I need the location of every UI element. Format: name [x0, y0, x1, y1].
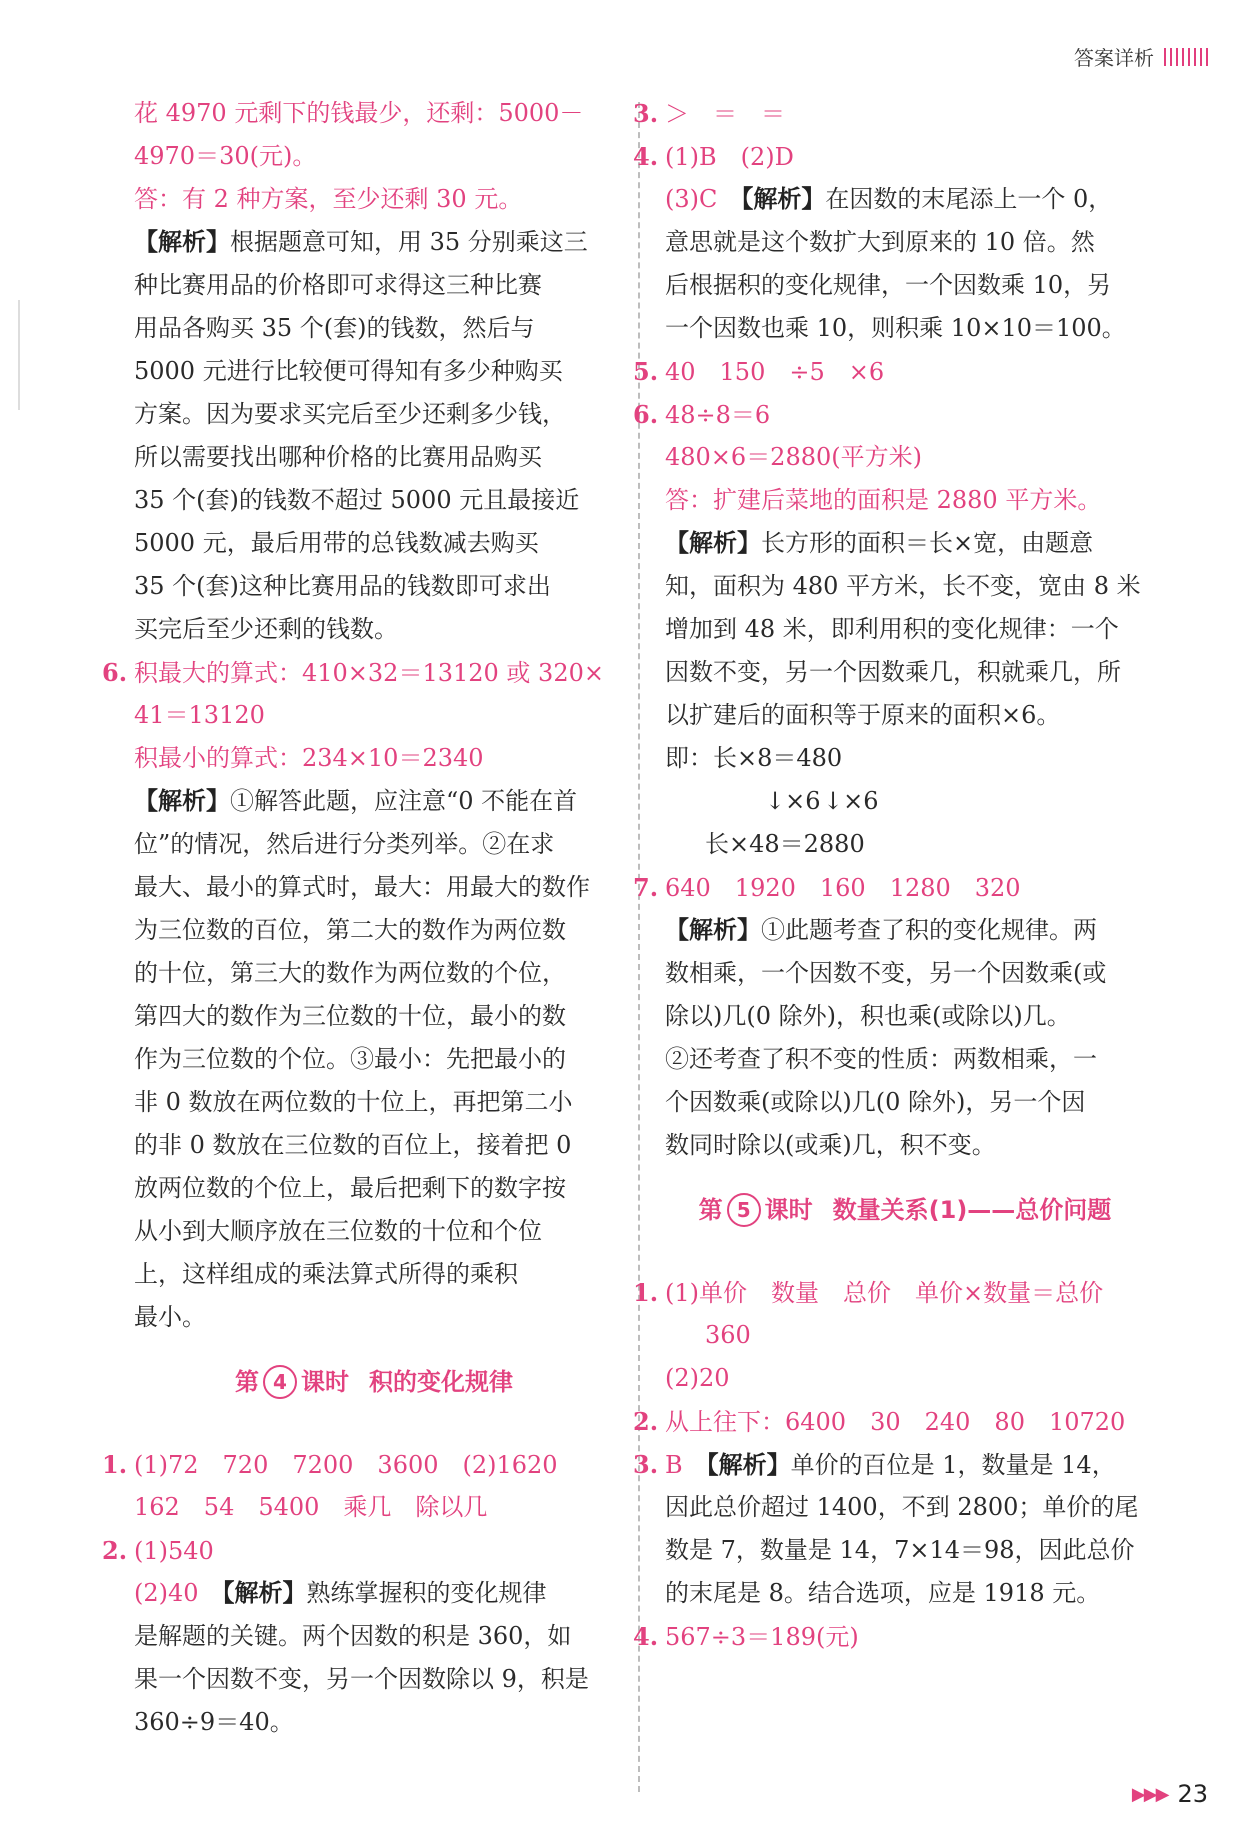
text-line: 最小。 — [134, 1303, 206, 1331]
text-line: 数是 7，数量是 14，7×14＝98，因此总价 — [665, 1536, 1135, 1564]
page-footer — [1132, 1780, 1208, 1808]
text-line: 知，面积为 480 平方米，长不变，宽由 8 米 — [665, 572, 1141, 600]
analysis-tag: 【解析】 — [665, 529, 761, 557]
page-header — [1074, 42, 1208, 71]
text-line: 位”的情况，然后进行分类列举。②在求 — [134, 830, 555, 858]
left-column — [102, 92, 614, 1744]
text-line: 作为三位数的个位。③最小：先把最小的 — [134, 1045, 566, 1073]
text-line: 用品各购买 35 个(套)的钱数，然后与 — [134, 314, 535, 342]
text-line: 数同时除以(或乘)几，积不变。 — [665, 1131, 996, 1159]
down-arrow-icon: ↓×6 — [823, 787, 879, 815]
question-6: 6. 积最大的算式：410×32＝13120 或 320× — [134, 651, 614, 694]
question-number: 2. — [102, 1536, 128, 1565]
lesson-number-badge: 4 — [263, 1365, 297, 1399]
lesson-number-badge: 5 — [727, 1193, 761, 1227]
text-line: 5000 元，最后用带的总钱数减去购买 — [134, 529, 539, 557]
text-line: 4970＝30(元)。 — [134, 142, 317, 170]
question-5: 5. 40 150 ÷5 ×6 — [665, 350, 1145, 393]
text-line: 因此总价超过 1400，不到 2800；单价的尾 — [665, 1493, 1139, 1521]
right-column — [633, 92, 1145, 1658]
text-line: 数相乘，一个因数不变，另一个因数乘(或 — [665, 959, 1107, 987]
analysis-line: (2)40 【解析】熟练掌握积的变化规律 — [134, 1579, 547, 1607]
question-3: 3. ＞ ＝ ＝ — [665, 92, 1145, 135]
text-line: 非 0 数放在两位数的十位上，再把第二小 — [134, 1088, 573, 1116]
header-title: 答案详析 — [1074, 46, 1154, 70]
text-line: 的非 0 数放在三位数的百位上，接着把 0 — [134, 1131, 572, 1159]
text-line: 答：有 2 种方案，至少还剩 30 元。 — [134, 185, 523, 213]
text-line: 360÷9＝40。 — [134, 1708, 294, 1736]
question-number: 6. — [633, 400, 659, 429]
text-line: 的十位，第三大的数作为两位数的个位， — [134, 959, 566, 987]
lesson-title: 数量关系(1)——总价问题 — [832, 1195, 1112, 1224]
question-3: 3. B 【解析】单价的百位是 1，数量是 14， — [665, 1443, 1145, 1486]
analysis-tag: 【解析】 — [222, 1579, 307, 1607]
text-line: 答：扩建后菜地的面积是 2880 平方米。 — [665, 486, 1102, 514]
text-line: 41＝13120 — [134, 701, 265, 729]
lesson-4-heading: 第 4 课时 积的变化规律 — [134, 1339, 614, 1425]
text-line: 种比赛用品的价格即可求得这三种比赛 — [134, 271, 542, 299]
text-line: 所以需要找出哪种价格的比赛用品购买 — [134, 443, 542, 471]
question-number: 1. — [633, 1278, 659, 1307]
text-line: 花 4970 元剩下的钱最少，还剩：5000－ — [134, 99, 584, 127]
header-stripes — [1164, 48, 1208, 66]
analysis-line: 【解析】长方形的面积＝长×宽，由题意 — [665, 529, 1094, 557]
question-2: 2. (1)540 — [134, 1529, 614, 1572]
text-line: 360 — [705, 1321, 751, 1349]
analysis-line: 【解析】①此题考查了积的变化规律。两 — [665, 916, 1097, 944]
text-line: 162 54 5400 乘几 除以几 — [134, 1493, 488, 1521]
text-line: 最大、最小的算式时，最大：用最大的数作 — [134, 873, 590, 901]
text-line: 从小到大顺序放在三位数的十位和个位 — [134, 1217, 542, 1245]
text-line: 5000 元进行比较便可得知有多少种购买 — [134, 357, 563, 385]
text-line: 果一个因数不变，另一个因数除以 9，积是 — [134, 1665, 589, 1693]
text-line: 后根据积的变化规律，一个因数乘 10，另 — [665, 271, 1112, 299]
analysis-line: 【解析】①解答此题，应注意“0 不能在首 — [134, 787, 578, 815]
analysis-tag: 【解析】 — [134, 787, 230, 815]
binding-edge-mark — [18, 300, 20, 410]
analysis-line: 【解析】根据题意可知，用 35 分别乘这三 — [134, 228, 588, 256]
text-line: 35 个(套)这种比赛用品的钱数即可求出 — [134, 572, 551, 600]
text-line: 第四大的数作为三位数的十位，最小的数 — [134, 1002, 566, 1030]
analysis-tag: 【解析】 — [706, 1451, 791, 1479]
question-4: 4. (1)B (2)D — [665, 135, 1145, 178]
lesson-5-heading: 第 5 课时 数量关系(1)——总价问题 — [665, 1167, 1145, 1253]
text-line: 480×6＝2880(平方米) — [665, 443, 922, 471]
lesson-title: 积的变化规律 — [369, 1367, 513, 1396]
text-line: 放两位数的个位上，最后把剩下的数字按 — [134, 1174, 566, 1202]
arrow-diagram — [665, 780, 1145, 823]
triple-arrow-icon: ▶▶▶ — [1131, 1783, 1168, 1805]
question-number: 6. — [102, 658, 128, 687]
analysis-tag: 【解析】 — [665, 916, 761, 944]
text-line: 增加到 48 米，即利用积的变化规律：一个 — [665, 615, 1119, 643]
analysis-tag: 【解析】 — [134, 228, 230, 256]
text-line: 35 个(套)的钱数不超过 5000 元且最接近 — [134, 486, 580, 514]
question-2: 2. 从上往下：6400 30 240 80 10720 — [665, 1400, 1145, 1443]
question-7: 7. 640 1920 160 1280 320 — [665, 866, 1145, 909]
text-line: (2)20 — [665, 1364, 730, 1392]
text-line: 积最小的算式：234×10＝2340 — [134, 744, 484, 772]
question-number: 2. — [633, 1407, 659, 1436]
question-1: 1. (1)单价 数量 总价 单价×数量＝总价 — [665, 1271, 1145, 1314]
question-number: 3. — [633, 99, 659, 128]
text-line: 为三位数的百位，第二大的数作为两位数 — [134, 916, 566, 944]
question-number: 5. — [633, 357, 659, 386]
text-line: 以扩建后的面积等于原来的面积×6。 — [665, 701, 1061, 729]
page-number: 23 — [1177, 1780, 1208, 1808]
question-number: 7. — [633, 873, 659, 902]
text-line: 方案。因为要求买完后至少还剩多少钱， — [134, 400, 566, 428]
analysis-line: (3)C 【解析】在因数的末尾添上一个 0， — [665, 185, 1113, 213]
text-line: 一个因数也乘 10，则积乘 10×10＝100。 — [665, 314, 1126, 342]
analysis-tag: 【解析】 — [741, 185, 826, 213]
text-line: 的末尾是 8。结合选项，应是 1918 元。 — [665, 1579, 1101, 1607]
question-number: 4. — [633, 142, 659, 171]
text-line: 长×48＝2880 — [705, 830, 865, 858]
question-6: 6. 48÷8＝6 — [665, 393, 1145, 436]
down-arrow-icon: ↓×6 — [765, 787, 821, 815]
question-number: 3. — [633, 1450, 659, 1479]
question-number: 1. — [102, 1450, 128, 1479]
text-line: 买完后至少还剩的钱数。 — [134, 615, 398, 643]
text-line: 因数不变，另一个因数乘几，积就乘几，所 — [665, 658, 1121, 686]
question-number: 4. — [633, 1622, 659, 1651]
text-line: 是解题的关键。两个因数的积是 360，如 — [134, 1622, 572, 1650]
question-1: 1. (1)72 720 7200 3600 (2)1620 — [134, 1443, 614, 1486]
question-4: 4. 567÷3＝189(元) — [665, 1615, 1145, 1658]
text-line: ②还考查了积不变的性质：两数相乘，一 — [665, 1045, 1097, 1073]
text-line: 意思就是这个数扩大到原来的 10 倍。然 — [665, 228, 1095, 256]
text-line: 上，这样组成的乘法算式所得的乘积 — [134, 1260, 518, 1288]
text-line: 个因数乘(或除以)几(0 除外)，另一个因 — [665, 1088, 1086, 1116]
text-line: 即：长×8＝480 — [665, 744, 843, 772]
text-line: 除以)几(0 除外)，积也乘(或除以)几。 — [665, 1002, 1071, 1030]
